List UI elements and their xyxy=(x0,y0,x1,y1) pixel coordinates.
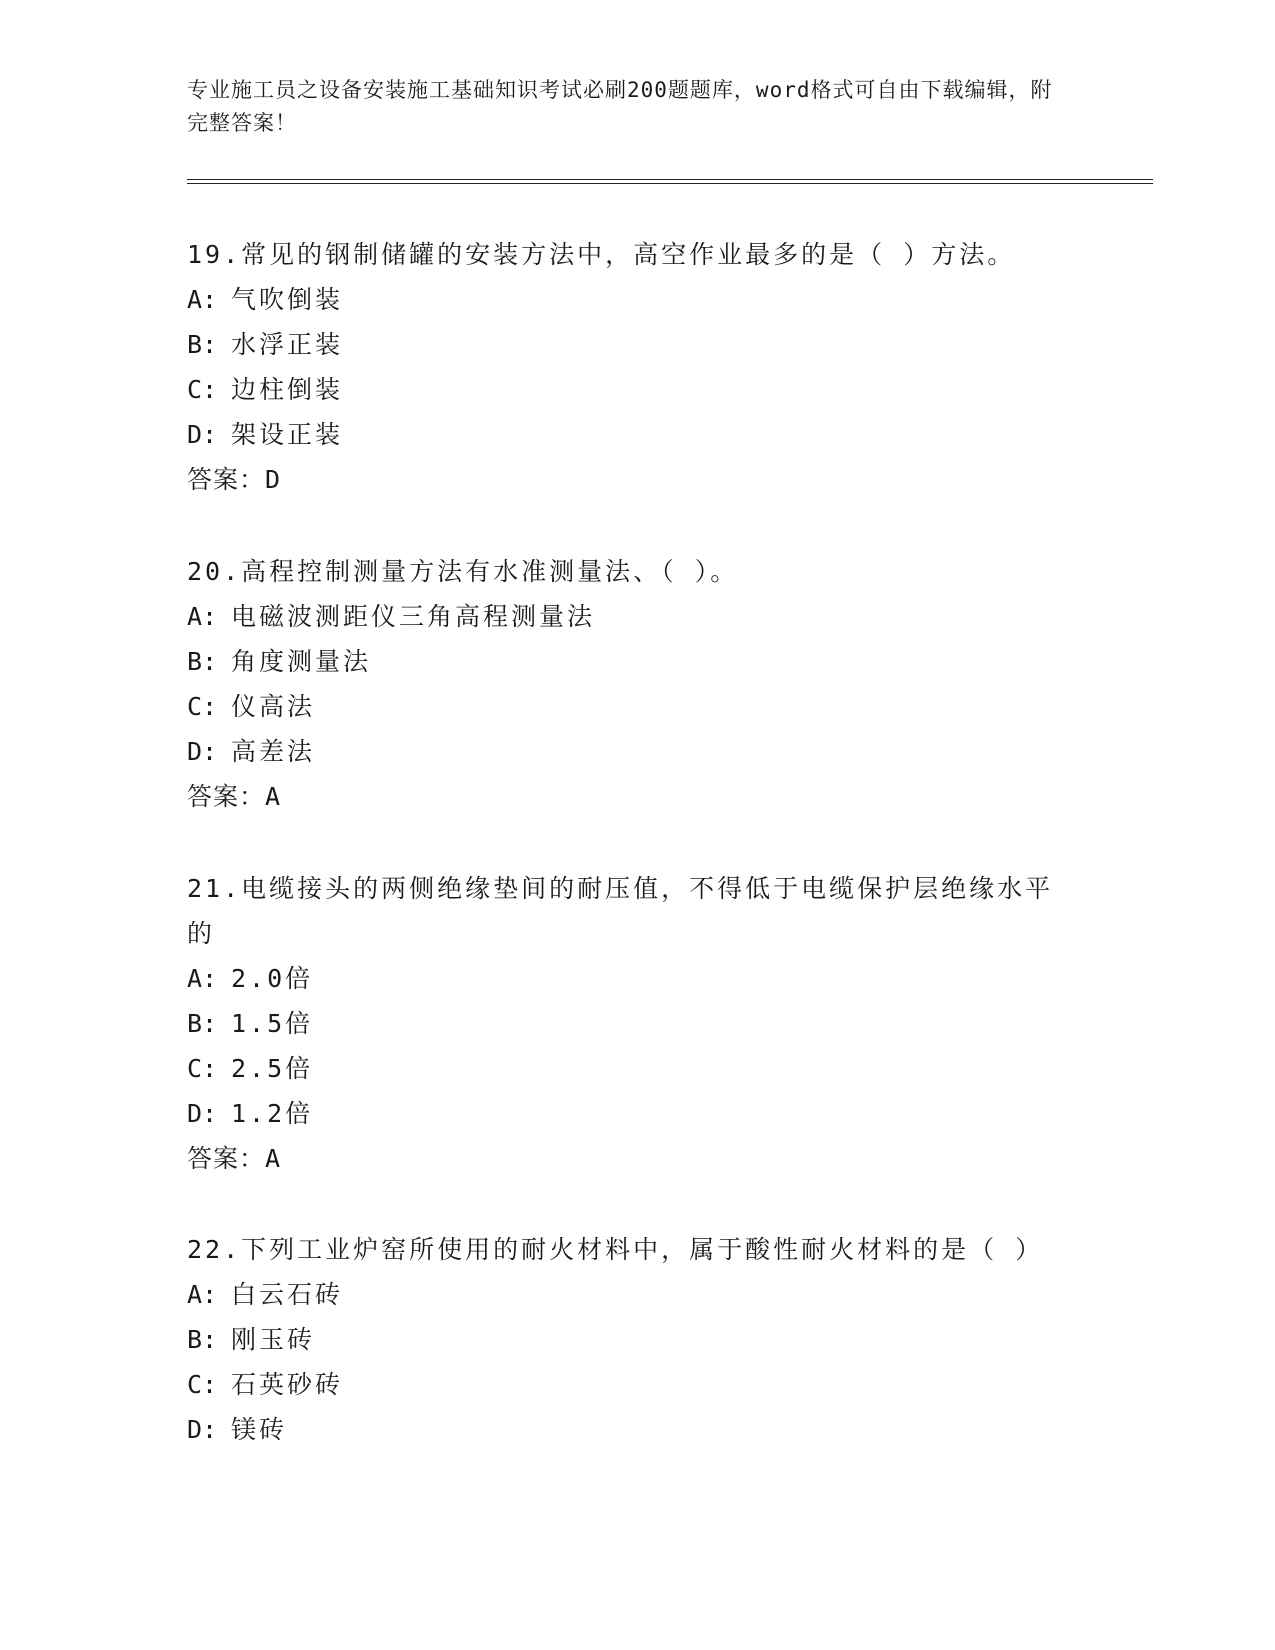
answer-line xyxy=(187,774,1087,819)
option-text: 电磁波测距仪三角高程测量法 xyxy=(231,602,596,631)
option-text: 2.0倍 xyxy=(231,964,314,993)
option-d xyxy=(187,729,1087,774)
option-a xyxy=(187,277,1087,322)
option-text: 1.2倍 xyxy=(231,1099,314,1128)
option-letter: D: xyxy=(187,1099,218,1128)
option-letter: D: xyxy=(187,1415,218,1444)
option-c xyxy=(187,1046,1067,1091)
answer-line xyxy=(187,457,1087,502)
question-19 xyxy=(187,232,1087,502)
answer-line xyxy=(187,1136,1067,1181)
header-divider-top xyxy=(187,179,1153,180)
option-text: 石英砂砖 xyxy=(231,1370,344,1399)
option-letter: C: xyxy=(187,1054,218,1083)
question-20 xyxy=(187,549,1087,819)
option-letter: A: xyxy=(187,1280,218,1309)
option-letter: B: xyxy=(187,647,218,676)
option-b xyxy=(187,322,1087,367)
option-text: 镁砖 xyxy=(231,1415,288,1444)
option-letter: C: xyxy=(187,375,218,404)
option-b xyxy=(187,1001,1067,1046)
option-text: 刚玉砖 xyxy=(231,1325,316,1354)
option-c xyxy=(187,1362,1087,1407)
answer-label: 答案： xyxy=(187,782,266,811)
answer-value: A xyxy=(265,782,282,811)
option-c xyxy=(187,684,1087,729)
option-text: 高差法 xyxy=(231,737,316,766)
option-letter: B: xyxy=(187,330,218,359)
question-22 xyxy=(187,1227,1087,1452)
option-text: 气吹倒装 xyxy=(231,285,344,314)
option-letter: C: xyxy=(187,692,218,721)
option-letter: B: xyxy=(187,1325,218,1354)
option-d xyxy=(187,1091,1067,1136)
option-text: 仪高法 xyxy=(231,692,316,721)
option-d xyxy=(187,1407,1087,1452)
option-text: 水浮正装 xyxy=(231,330,344,359)
question-stem: 21.电缆接头的两侧绝缘垫间的耐压值，不得低于电缆保护层绝缘水平的 xyxy=(187,874,1054,948)
option-text: 角度测量法 xyxy=(231,647,372,676)
question-stem: 19.常见的钢制储罐的安装方法中，高空作业最多的是（ ）方法。 xyxy=(187,240,1016,269)
option-letter: D: xyxy=(187,420,218,449)
option-letter: C: xyxy=(187,1370,218,1399)
option-text: 架设正装 xyxy=(231,420,344,449)
option-text: 白云石砖 xyxy=(231,1280,344,1309)
answer-value: A xyxy=(265,1144,282,1173)
answer-label: 答案： xyxy=(187,465,266,494)
option-a xyxy=(187,956,1067,1001)
answer-label: 答案： xyxy=(187,1144,266,1173)
header-divider-bottom xyxy=(187,183,1153,184)
option-letter: D: xyxy=(187,737,218,766)
option-d xyxy=(187,412,1087,457)
question-stem: 20.高程控制测量方法有水准测量法、（ ）。 xyxy=(187,557,739,586)
option-text: 边柱倒装 xyxy=(231,375,344,404)
option-letter: A: xyxy=(187,964,218,993)
option-letter: A: xyxy=(187,602,218,631)
option-b xyxy=(187,1317,1087,1362)
answer-value: D xyxy=(265,465,282,494)
option-c xyxy=(187,367,1087,412)
question-21 xyxy=(187,866,1067,1181)
option-a xyxy=(187,594,1087,639)
document-header: 专业施工员之设备安装施工基础知识考试必刷200题题库，word格式可自由下载编辑，附完整答案！ xyxy=(187,78,1053,135)
question-stem: 22.下列工业炉窑所使用的耐火材料中，属于酸性耐火材料的是（ ） xyxy=(187,1235,1044,1264)
option-text: 2.5倍 xyxy=(231,1054,314,1083)
option-b xyxy=(187,639,1087,684)
option-a xyxy=(187,1272,1087,1317)
option-text: 1.5倍 xyxy=(231,1009,314,1038)
option-letter: A: xyxy=(187,285,218,314)
option-letter: B: xyxy=(187,1009,218,1038)
